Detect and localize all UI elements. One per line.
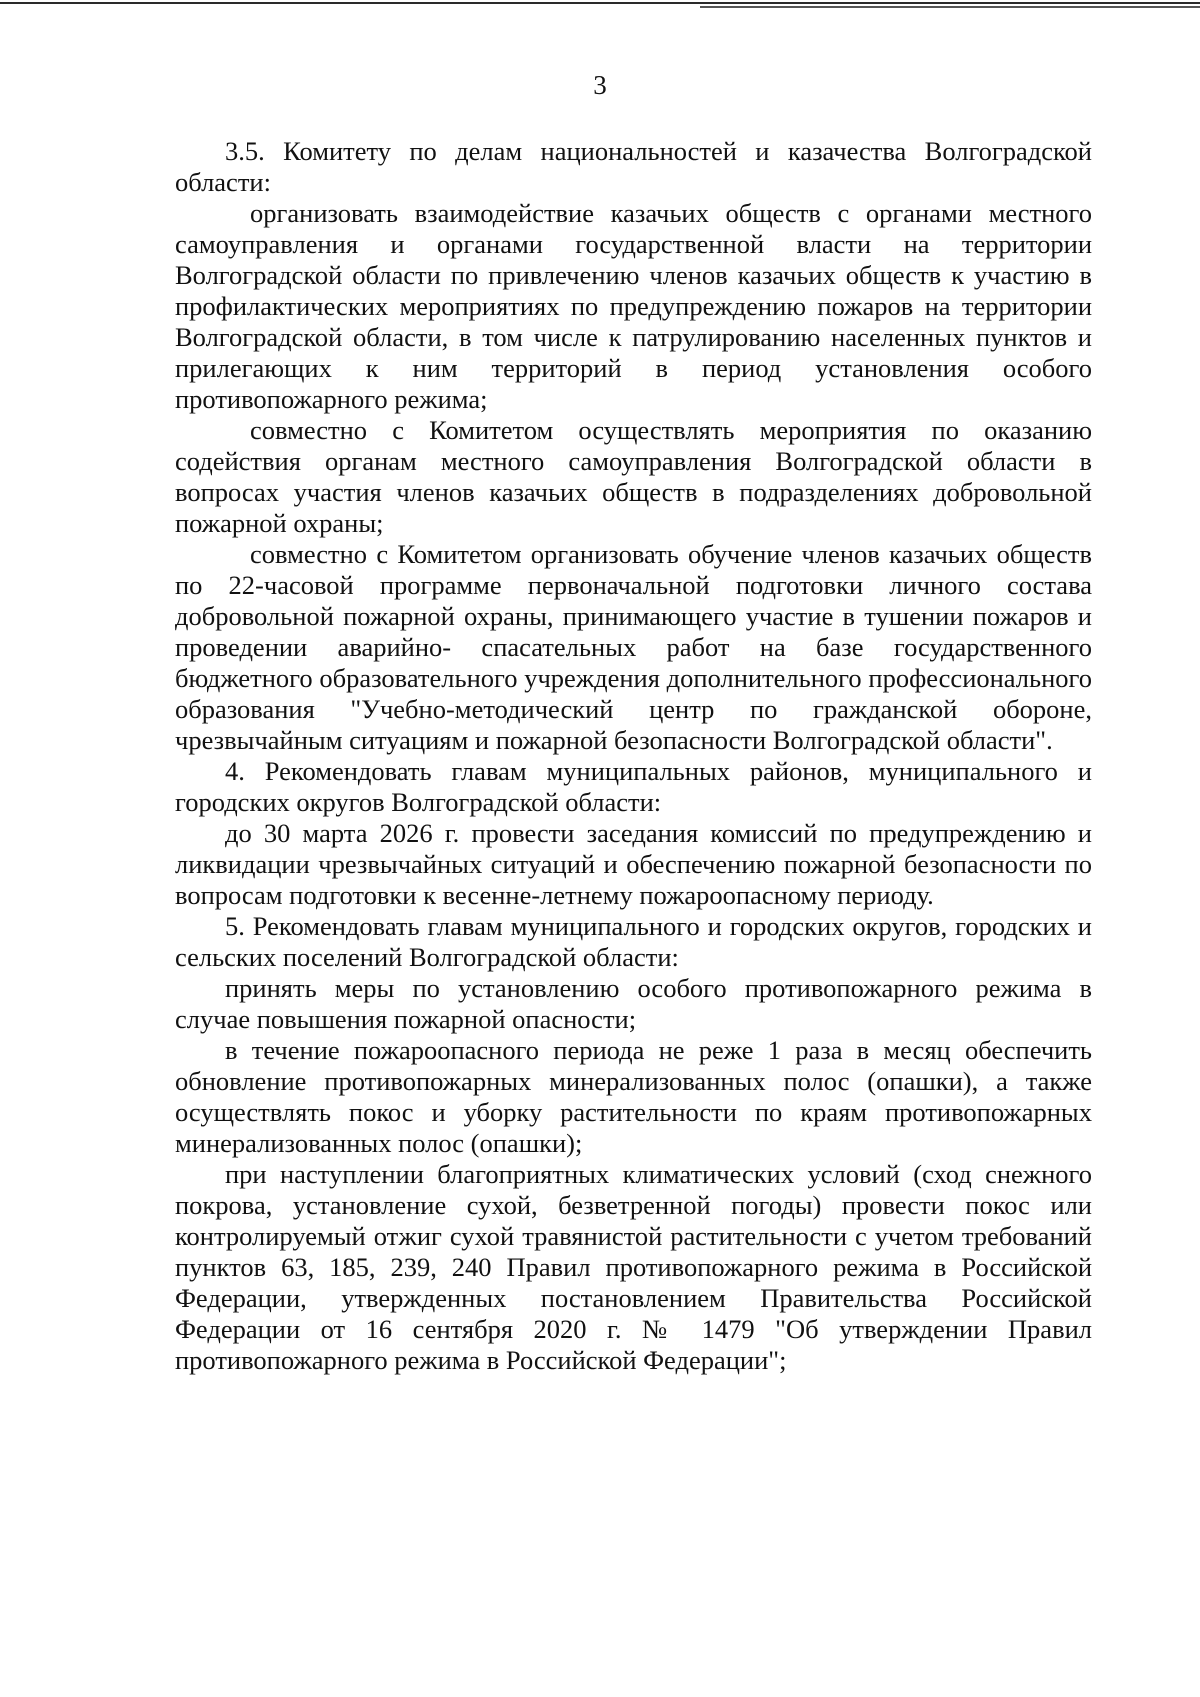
paragraph-5-heading: 5. Рекомендовать главам муниципального и городских округов, городских и сельских поселений Волгоградской области:: [175, 911, 1092, 972]
paragraph-assistance-measures: совместно с Комитетом осуществлять мероприятия по оказанию содействия органам местного самоуправления Волгоградской области в вопросах участия членов казачьих обществ в подразделениях добровольной пожарной охраны;: [175, 415, 1092, 538]
paragraph-cossack-cooperation: организовать взаимодействие казачьих обществ с органами местного самоуправления и органами государственной власти на территории Волгоградской области по привлечению членов казачьих обществ к участию в профилактических мероприятиях по предупреждению пожаров на территории Волгоградской области, в том числе к патрулированию населенных пунктов и прилегающих к ним территорий в период установления особого противопожарного режима;: [175, 198, 1092, 414]
paragraph-training: совместно с Комитетом организовать обучение членов казачьих обществ по 22-часовой программе первоначальной подготовки личного состава добровольной пожарной охраны, принимающего участие в тушении пожаров и проведении аварийно- спасательных работ на базе государственного бюджетного образовательного учреждения дополнительного профессионального образования "Учебно-методический центр по гражданской обороне, чрезвычайным ситуациям и пожарной безопасности Волгоградской области".: [175, 539, 1092, 755]
scan-top-edge: [0, 0, 1200, 10]
scan-edge-line: [0, 2, 1200, 4]
paragraph-3-5-heading: 3.5. Комитету по делам национальностей и казачества Волгоградской области:: [175, 136, 1092, 197]
paragraph-commission-meetings: до 30 марта 2026 г. провести заседания комиссий по предупреждению и ликвидации чрезвычайных ситуаций и обеспечению пожарной безопасности по вопросам подготовки к весенне-летнему пожароопасному периоду.: [175, 818, 1092, 910]
paragraph-controlled-burning: при наступлении благоприятных климатических условий (сход снежного покрова, установление сухой, безветренной погоды) провести покос или контролируемый отжиг сухой травянистой растительности с учетом требований пунктов 63, 185, 239, 240 Правил противопожарного режима в Российской Федерации, утвержденных постановлением Правительства Российской Федерации от 16 сентября 2020 г. № 1479 "Об утверждении Правил противопожарного режима в Российской Федерации";: [175, 1159, 1092, 1375]
paragraph-4-heading: 4. Рекомендовать главам муниципальных районов, муниципального и городских округов Волгоградской области:: [175, 756, 1092, 817]
paragraph-mineralized-strips: в течение пожароопасного периода не реже 1 раза в месяц обеспечить обновление противопожарных минерализованных полос (опашки), а также осуществлять покос и уборку растительности по краям противопожарных минерализованных полос (опашки);: [175, 1035, 1092, 1158]
paragraph-fire-regime: принять меры по установлению особого противопожарного режима в случае повышения пожарной опасности;: [175, 973, 1092, 1034]
document-body: [175, 136, 1092, 1376]
scan-edge-line: [700, 6, 1200, 8]
page-number: 3: [593, 70, 607, 100]
